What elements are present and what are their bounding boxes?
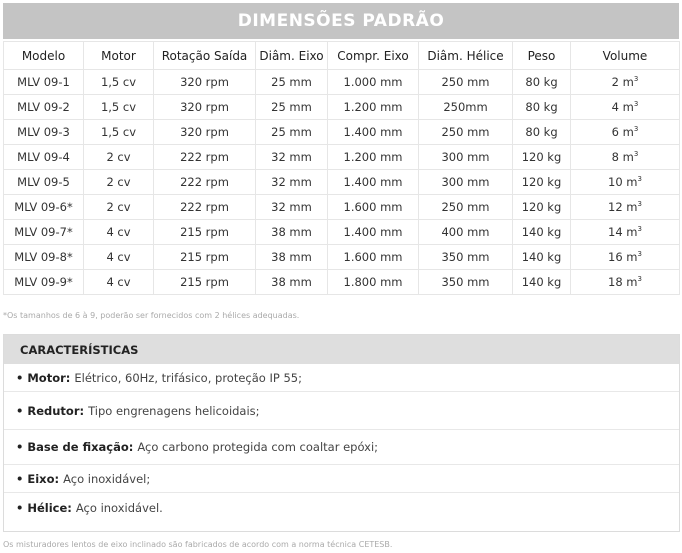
cell-text: 1,5 cv [100, 75, 137, 89]
table-cell [84, 120, 154, 145]
table-cell [513, 270, 571, 295]
table-cell [513, 95, 571, 120]
cell-text: 250 mm [441, 125, 490, 139]
table-cell [154, 145, 256, 170]
cell-text: 1.600 mm [343, 250, 403, 264]
table-cell [328, 245, 419, 270]
table-cell [256, 170, 328, 195]
table-cell [328, 120, 419, 145]
table-cell [4, 120, 84, 145]
cell-text: 140 kg [521, 225, 562, 239]
table-cell [4, 220, 84, 245]
characteristic-item [4, 465, 679, 493]
characteristic-item [4, 364, 679, 392]
characteristics-title: CARACTERÍSTICAS [4, 335, 679, 364]
table-cell [4, 170, 84, 195]
header-volume: Volume [571, 42, 680, 70]
table-row [4, 195, 680, 220]
table-cell [256, 70, 328, 95]
table-row [4, 95, 680, 120]
cell-text: MLV 09-1 [17, 75, 70, 89]
cell-text: 4 cv [106, 275, 131, 289]
cell-text: 222 rpm [180, 150, 229, 164]
table-cell [513, 195, 571, 220]
cell-text: 32 mm [271, 175, 312, 189]
header-diam-helice: Diâm. Hélice [419, 42, 513, 70]
cell-text: MLV 09-5 [17, 175, 70, 189]
table-cell [419, 270, 513, 295]
table-cell [571, 270, 680, 295]
section-title-banner: DIMENSÕES PADRÃO [3, 3, 679, 39]
cell-text: 1,5 cv [100, 125, 137, 139]
table-cell [256, 145, 328, 170]
cell-text: 80 kg [525, 75, 558, 89]
table-cell [84, 95, 154, 120]
cell-text: 215 rpm [180, 250, 229, 264]
cell-text: 2 m [611, 75, 634, 89]
cell-text: 250mm [443, 100, 488, 114]
table-cell [84, 245, 154, 270]
cell-text: MLV 09-3 [17, 125, 70, 139]
cell-text: 10 m [608, 175, 638, 189]
table-cell [256, 95, 328, 120]
cell-text: 320 rpm [180, 75, 229, 89]
table-cell [154, 170, 256, 195]
characteristic-value: Aço carbono protegida com coaltar epóxi; [137, 440, 379, 454]
cell-text: MLV 09-8* [14, 250, 73, 264]
cell-text: 4 cv [106, 225, 131, 239]
cell-text: 140 kg [521, 275, 562, 289]
volume-exponent: 3 [633, 150, 639, 158]
table-cell [4, 70, 84, 95]
cell-text: 350 mm [441, 275, 490, 289]
table-row [4, 145, 680, 170]
volume-exponent: 3 [637, 225, 642, 233]
table-cell [328, 170, 419, 195]
table-cell [328, 220, 419, 245]
table-row [4, 245, 680, 270]
table-row [4, 120, 680, 145]
volume-exponent: 3 [633, 125, 639, 133]
table-cell [571, 70, 680, 95]
header-modelo: Modelo [4, 42, 84, 70]
cetesb-footnote: Os misturadores lentos de eixo inclinado são fabricados de acordo com a norma técnica CETESB. [3, 540, 393, 549]
table-cell [84, 145, 154, 170]
cell-text: 25 mm [271, 125, 312, 139]
table-cell [513, 220, 571, 245]
characteristic-label: • Base de fixação: [16, 440, 134, 454]
characteristic-label: • Motor: [16, 370, 71, 385]
cell-text: 18 m [608, 275, 638, 289]
cell-text: 320 rpm [180, 125, 229, 139]
volume-exponent: 3 [637, 175, 642, 183]
cell-text: 350 mm [441, 250, 490, 264]
table-cell [571, 195, 680, 220]
cell-text: 1.400 mm [343, 175, 403, 189]
cell-text: 80 kg [525, 125, 558, 139]
table-cell [256, 245, 328, 270]
table-cell [513, 120, 571, 145]
cell-text: 12 m [608, 200, 638, 214]
table-cell [84, 195, 154, 220]
characteristics-list [4, 364, 679, 522]
table-cell [328, 70, 419, 95]
table-cell [419, 195, 513, 220]
cell-text: MLV 09-7* [14, 225, 73, 239]
table-cell [419, 120, 513, 145]
cell-text: 1.400 mm [343, 125, 403, 139]
characteristic-item [4, 430, 679, 465]
characteristic-label: • Redutor: [16, 403, 85, 418]
table-cell [419, 145, 513, 170]
table-cell [419, 70, 513, 95]
table-cell [256, 220, 328, 245]
volume-exponent: 3 [637, 275, 642, 283]
table-cell [419, 220, 513, 245]
table-cell [571, 120, 680, 145]
cell-text: 25 mm [271, 75, 312, 89]
table-cell [84, 170, 154, 195]
table-row [4, 220, 680, 245]
cell-text: 38 mm [271, 250, 312, 264]
table-cell [84, 70, 154, 95]
volume-exponent: 3 [633, 75, 639, 83]
table-cell [571, 220, 680, 245]
table-cell [328, 145, 419, 170]
cell-text: 4 m [611, 100, 634, 114]
table-cell [4, 270, 84, 295]
table-cell [84, 220, 154, 245]
table-cell [571, 95, 680, 120]
table-row [4, 170, 680, 195]
cell-text: 300 mm [441, 150, 490, 164]
table-cell [4, 95, 84, 120]
characteristic-item [4, 493, 679, 522]
table-cell [154, 95, 256, 120]
cell-text: 38 mm [271, 225, 312, 239]
characteristics-box [3, 334, 680, 532]
cell-text: 8 m [611, 150, 634, 164]
table-cell [154, 70, 256, 95]
cell-text: 1.000 mm [343, 75, 403, 89]
header-rotacao: Rotação Saída [154, 42, 256, 70]
helices-footnote: *Os tamanhos de 6 à 9, poderão ser fornecidos com 2 hélices adequadas. [3, 311, 300, 320]
cell-text: MLV 09-2 [17, 100, 70, 114]
cell-text: 222 rpm [180, 175, 229, 189]
table-row [4, 70, 680, 95]
table-cell [154, 245, 256, 270]
table-header-row [4, 42, 680, 70]
table-cell [256, 120, 328, 145]
table-cell [513, 70, 571, 95]
cell-text: 16 m [608, 250, 638, 264]
table-cell [571, 145, 680, 170]
cell-text: 32 mm [271, 150, 312, 164]
header-peso: Peso [513, 42, 571, 70]
table-row [4, 270, 680, 295]
table-cell [4, 195, 84, 220]
cell-text: 320 rpm [180, 100, 229, 114]
cell-text: 120 kg [521, 150, 562, 164]
table-cell [328, 195, 419, 220]
characteristic-label: • Eixo: [16, 471, 60, 486]
cell-text: 38 mm [271, 275, 312, 289]
cell-text: 1.200 mm [343, 150, 403, 164]
cell-text: MLV 09-6* [14, 200, 73, 214]
table-cell [328, 95, 419, 120]
characteristic-item [4, 392, 679, 430]
cell-text: 250 mm [441, 75, 490, 89]
characteristic-value: Tipo engrenagens helicoidais; [88, 403, 260, 418]
cell-text: 250 mm [441, 200, 490, 214]
cell-text: 215 rpm [180, 225, 229, 239]
volume-exponent: 3 [637, 200, 642, 208]
table-cell [419, 245, 513, 270]
dimensions-table [3, 41, 680, 295]
table-cell [256, 195, 328, 220]
table-cell [84, 270, 154, 295]
characteristic-value: Aço inoxidável; [63, 471, 151, 486]
table-cell [4, 145, 84, 170]
cell-text: 1.200 mm [343, 100, 403, 114]
cell-text: 300 mm [441, 175, 490, 189]
characteristic-value: Aço inoxidável. [75, 500, 163, 515]
characteristic-value: Elétrico, 60Hz, trifásico, proteção IP 55; [74, 370, 302, 385]
table-cell [571, 170, 680, 195]
cell-text: 2 cv [106, 175, 131, 189]
table-cell [513, 245, 571, 270]
cell-text: 6 m [611, 125, 634, 139]
table-cell [154, 195, 256, 220]
cell-text: 140 kg [521, 250, 562, 264]
cell-text: 1,5 cv [100, 100, 137, 114]
cell-text: 2 cv [106, 150, 131, 164]
header-diam-eixo: Diâm. Eixo [256, 42, 328, 70]
cell-text: 32 mm [271, 200, 312, 214]
cell-text: 215 rpm [180, 275, 229, 289]
volume-exponent: 3 [637, 250, 642, 258]
cell-text: 14 m [608, 225, 638, 239]
cell-text: MLV 09-4 [17, 150, 70, 164]
table-cell [419, 170, 513, 195]
header-motor: Motor [84, 42, 154, 70]
cell-text: 1.600 mm [343, 200, 403, 214]
cell-text: 1.800 mm [343, 275, 403, 289]
cell-text: MLV 09-9* [14, 275, 73, 289]
table-cell [328, 270, 419, 295]
cell-text: 1.400 mm [343, 225, 403, 239]
cell-text: 400 mm [441, 225, 490, 239]
table-cell [419, 95, 513, 120]
cell-text: 25 mm [271, 100, 312, 114]
table-cell [256, 270, 328, 295]
table-cell [154, 220, 256, 245]
cell-text: 80 kg [525, 100, 558, 114]
volume-exponent: 3 [633, 100, 639, 108]
table-cell [154, 270, 256, 295]
cell-text: 4 cv [106, 250, 131, 264]
characteristic-label: • Hélice: [16, 500, 72, 515]
table-cell [4, 245, 84, 270]
table-cell [513, 145, 571, 170]
table-cell [571, 245, 680, 270]
cell-text: 120 kg [521, 200, 562, 214]
table-cell [154, 120, 256, 145]
table-cell [513, 170, 571, 195]
header-compr-eixo: Compr. Eixo [328, 42, 419, 70]
cell-text: 120 kg [521, 175, 562, 189]
cell-text: 2 cv [106, 200, 131, 214]
cell-text: 222 rpm [180, 200, 229, 214]
